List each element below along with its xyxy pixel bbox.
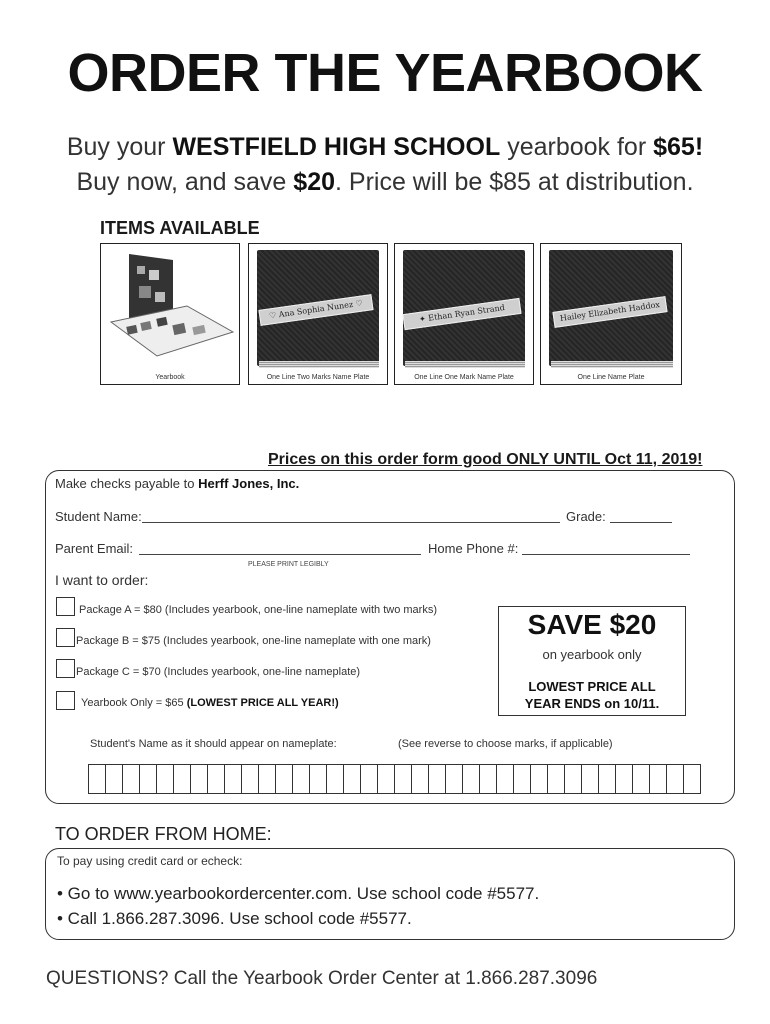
nameplate-letter-cell[interactable] bbox=[632, 764, 650, 794]
nameplate-letter-cell[interactable] bbox=[275, 764, 293, 794]
home-phone-label: Home Phone #: bbox=[428, 541, 519, 556]
payable-label: Make checks payable to bbox=[55, 476, 195, 491]
yearbook-price: $65! bbox=[653, 133, 704, 161]
nameplate-letter-cell[interactable] bbox=[241, 764, 259, 794]
nameplate-letter-cell[interactable] bbox=[496, 764, 514, 794]
nameplate-letter-cell[interactable] bbox=[309, 764, 327, 794]
nameplate-letter-cell[interactable] bbox=[207, 764, 225, 794]
yearbook-only-label: Yearbook Only = $65 bbox=[81, 697, 184, 709]
nameplate-letter-cell[interactable] bbox=[190, 764, 208, 794]
price-line-prefix: Buy your bbox=[66, 133, 166, 161]
home-phone-field[interactable] bbox=[522, 554, 690, 555]
price-deadline-notice: Prices on this order form good ONLY UNTIL Oct 11, 2019! bbox=[268, 451, 703, 468]
nameplate-letter-cell[interactable] bbox=[326, 764, 344, 794]
marks-note: (See reverse to choose marks, if applicable) bbox=[398, 738, 613, 750]
savings-line bbox=[0, 168, 770, 197]
page-title: ORDER THE YEARBOOK bbox=[67, 43, 703, 103]
yearbook-only-checkbox[interactable] bbox=[56, 691, 75, 710]
product-caption: Yearbook bbox=[155, 374, 185, 381]
phone-instruction: • Call 1.866.287.3096. Use school code #5577. bbox=[57, 909, 412, 928]
nameplate-letter-cell[interactable] bbox=[649, 764, 667, 794]
nameplate-letter-cell[interactable] bbox=[292, 764, 310, 794]
product-name-plate bbox=[540, 243, 682, 385]
nameplate-letter-cell[interactable] bbox=[445, 764, 463, 794]
nameplate-letter-cell[interactable] bbox=[224, 764, 242, 794]
grade-field[interactable] bbox=[610, 522, 672, 523]
package-a-checkbox[interactable] bbox=[56, 597, 75, 616]
nameplate-text: Hailey Elizabeth Haddox bbox=[559, 300, 661, 323]
nameplate-letter-cell[interactable] bbox=[377, 764, 395, 794]
savings-line-suffix: . Price will be $85 at distribution. bbox=[335, 168, 694, 196]
save-subtext: on yearbook only bbox=[542, 647, 642, 662]
savings-amount: $20 bbox=[293, 168, 336, 196]
nameplate-letter-cell[interactable] bbox=[122, 764, 140, 794]
package-c-label: Package C = $70 (Includes yearbook, one-line nameplate) bbox=[76, 666, 361, 678]
website-instruction: • Go to www.yearbookordercenter.com. Use school code #5577. bbox=[57, 884, 540, 903]
nameplate-letter-cell[interactable] bbox=[479, 764, 497, 794]
price-line-mid: yearbook for bbox=[507, 133, 647, 161]
school-name: WESTFIELD HIGH SCHOOL bbox=[172, 133, 501, 161]
heart-mark-icon: ♡ bbox=[354, 298, 364, 309]
product-yearbook bbox=[100, 243, 240, 385]
nameplate-letter-cell[interactable] bbox=[666, 764, 684, 794]
nameplate-letter-cell[interactable] bbox=[615, 764, 633, 794]
lowest-price-line-1: LOWEST PRICE ALL bbox=[528, 679, 656, 694]
nameplate-letter-cell[interactable] bbox=[156, 764, 174, 794]
product-caption: One Line One Mark Name Plate bbox=[414, 374, 514, 381]
nameplate-letter-cell[interactable] bbox=[428, 764, 446, 794]
package-a-label: Package A = $80 (Includes yearbook, one-line nameplate with two marks) bbox=[79, 604, 438, 616]
items-heading: ITEMS AVAILABLE bbox=[100, 218, 260, 238]
product-one-mark-plate bbox=[394, 243, 534, 385]
heart-mark-icon: ♡ bbox=[268, 310, 277, 321]
lowest-price-note: (LOWEST PRICE ALL YEAR!) bbox=[186, 697, 339, 709]
nameplate-letter-cell[interactable] bbox=[139, 764, 157, 794]
product-two-marks-plate bbox=[248, 243, 388, 385]
nameplate-letter-cell[interactable] bbox=[581, 764, 599, 794]
star-mark-icon: ✦ bbox=[418, 314, 427, 324]
payment-intro: To pay using credit card or echeck: bbox=[57, 854, 243, 868]
payable-line bbox=[55, 476, 299, 491]
nameplate-letter-cell[interactable] bbox=[530, 764, 548, 794]
nameplate-letter-cell[interactable] bbox=[598, 764, 616, 794]
print-note: PLEASE PRINT LEGIBLY bbox=[248, 561, 329, 568]
nameplate-letter-cell[interactable] bbox=[258, 764, 276, 794]
order-choice-label: I want to order: bbox=[55, 572, 149, 588]
package-b-checkbox[interactable] bbox=[56, 628, 75, 647]
nameplate-letter-cell[interactable] bbox=[105, 764, 123, 794]
product-caption: One Line Two Marks Name Plate bbox=[266, 374, 370, 381]
nameplate-letter-cell[interactable] bbox=[343, 764, 361, 794]
student-name-field[interactable] bbox=[142, 522, 560, 523]
price-line bbox=[0, 133, 770, 162]
product-caption: One Line Name Plate bbox=[577, 374, 645, 381]
savings-line-prefix: Buy now, and save bbox=[76, 168, 287, 196]
package-b-label: Package B = $75 (Includes yearbook, one-line nameplate with one mark) bbox=[76, 635, 431, 647]
grade-label: Grade: bbox=[566, 509, 606, 524]
save-headline: SAVE $20 bbox=[527, 609, 657, 640]
parent-email-field[interactable] bbox=[139, 554, 421, 555]
nameplate-letter-cell[interactable] bbox=[360, 764, 378, 794]
nameplate-text: Ethan Ryan Strand bbox=[427, 303, 506, 323]
nameplate-letter-cell[interactable] bbox=[547, 764, 565, 794]
nameplate-letter-cell[interactable] bbox=[394, 764, 412, 794]
package-c-checkbox[interactable] bbox=[56, 659, 75, 678]
questions-contact: QUESTIONS? Call the Yearbook Order Center at 1.866.287.3096 bbox=[46, 968, 598, 989]
yearbook-only-option bbox=[81, 697, 339, 709]
nameplate-letter-cell[interactable] bbox=[173, 764, 191, 794]
yearbook-photo bbox=[101, 244, 239, 368]
nameplate-letter-cell[interactable] bbox=[411, 764, 429, 794]
yearbook-pages bbox=[405, 361, 525, 368]
payable-name: Herff Jones, Inc. bbox=[198, 476, 300, 491]
nameplate-letter-cell[interactable] bbox=[513, 764, 531, 794]
nameplate-instruction: Student's Name as it should appear on nameplate: bbox=[90, 738, 337, 750]
nameplate-text: Ana Sophia Nunez bbox=[278, 299, 354, 320]
parent-email-label: Parent Email: bbox=[55, 541, 134, 556]
lowest-price-line-2: YEAR ENDS on 10/11. bbox=[524, 696, 660, 711]
nameplate-letter-grid[interactable] bbox=[89, 764, 701, 794]
yearbook-pages bbox=[551, 361, 673, 368]
save-callout bbox=[498, 606, 686, 716]
yearbook-pages bbox=[259, 361, 379, 368]
nameplate-letter-cell[interactable] bbox=[462, 764, 480, 794]
nameplate-letter-cell[interactable] bbox=[564, 764, 582, 794]
home-order-heading: TO ORDER FROM HOME: bbox=[55, 824, 272, 844]
student-name-label: Student Name: bbox=[55, 509, 142, 524]
nameplate-letter-cell[interactable] bbox=[88, 764, 106, 794]
nameplate-letter-cell[interactable] bbox=[683, 764, 701, 794]
